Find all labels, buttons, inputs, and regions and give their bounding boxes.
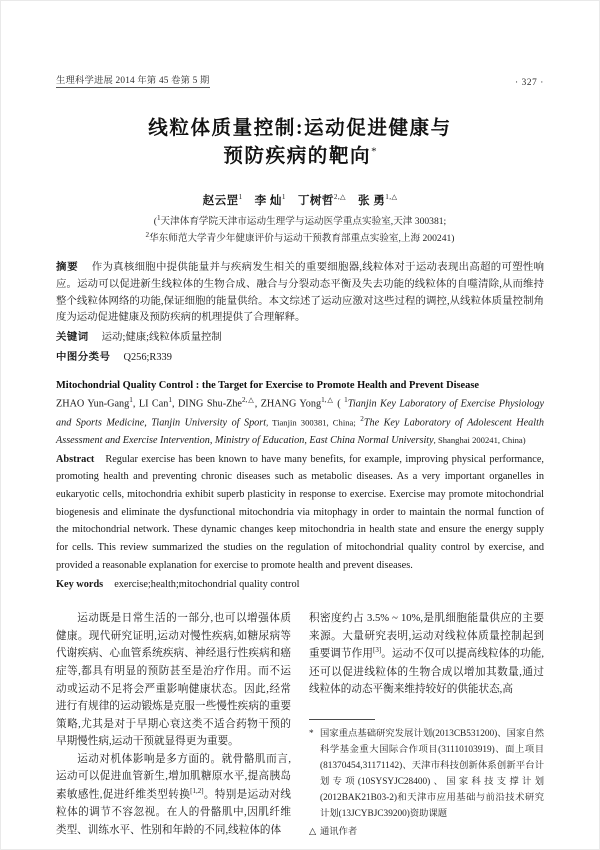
affiliation-en-1-plain: , Tianjin University of Sport xyxy=(144,417,267,429)
affiliation-en-2-plain: , Ministry of Education xyxy=(209,435,305,447)
authors-cn xyxy=(56,192,544,208)
journal-issue-line: 生理科学进展 2014 年第 45 卷第 5 期 xyxy=(56,72,210,88)
clc-value: Q256;R339 xyxy=(123,352,172,364)
keywords-en xyxy=(56,576,544,594)
affiliation-cn-2: $^2$华东师范大学青少年健康评价与运动干预教育部重点实验室,上海 200241) xyxy=(145,231,455,245)
running-head xyxy=(56,72,544,88)
affiliation-cn-1: ($^1$天津体育学院天津市运动生理学与运动医学重点实验室,天津 300381; xyxy=(153,214,447,228)
title-footnote-marker: * xyxy=(371,145,377,158)
body-columns xyxy=(56,610,544,840)
affiliation-en-2-univ: , East China Normal University xyxy=(304,435,434,447)
title-line-1: 线粒体质量控制:运动促进健康与 xyxy=(148,118,452,139)
clc-number xyxy=(56,349,544,367)
title-line-2: 预防疾病的靶向* xyxy=(223,145,377,167)
affiliation-en-2-city: , Shanghai 200241, China) xyxy=(433,435,526,446)
body-column-left xyxy=(56,610,291,840)
abstract-cn-text: 作为真核细胞中提供能量并与疾病发生相关的重要细胞器,线粒体对于运动表现出高超的可塑性响应。运动可以促进新生线粒体的生物合成、融合与分裂动态平衡及失去功能的线粒体的自噬清除,从而维持整个线粒体网络的功能,保证细胞的能量供给。本文综述了运动应激对这些过程的调控,从线粒体质量控制角度为运动促进健康及预防疾病的机理提供了合理解释。 xyxy=(56,261,545,324)
keywords-en-label: Key words xyxy=(56,578,104,590)
footnote-corresponding-text: 通讯作者 xyxy=(320,826,358,837)
abstract-en-label: Abstract xyxy=(56,453,95,465)
body-paragraph-2: 运动对机体影响是多方面的。就骨骼肌而言,运动可以促进血管新生,增加肌糖原水平,提高胰岛素敏感性,促进纤维类型转换[1,2]。特别是运动对线粒体的调节不容忽视。在人的骨骼肌中,因肌纤维类型、训练水平、性别和年龄的不同,线粒体的体 xyxy=(56,753,291,836)
keywords-cn xyxy=(56,329,544,347)
author-3-name: 丁树哲 xyxy=(297,194,334,208)
page-number: · 327 · xyxy=(515,78,544,88)
affiliation-en-2-italic: The Key Laboratory of Adolescent Health Assessment and Exercise Intervention xyxy=(56,417,544,447)
author-4-sup: 1,△ xyxy=(385,193,398,202)
keywords-en-text: exercise;health;mitochondrial quality control xyxy=(114,578,300,590)
affiliations-cn xyxy=(56,213,544,247)
footnote-funding xyxy=(309,727,544,823)
clc-label: 中图分类号 xyxy=(56,352,111,364)
footnote-corresponding-author xyxy=(309,825,544,841)
citation-ref-1: [1,2] xyxy=(190,787,204,796)
abstract-en-text: Regular exercise has been known to have many benefits, for example, improving physical performance, promoting health and preventing chronic diseases such as metabolic diseases. As a very important organelles in eukaryotic cells, mitochondria exhibit superb plasticity in response to exercise. Exercise may promote mitochondrial biogenesis and eliminate the dysfunctional mitochondria via mitophagy in order to maintain the normal function of the mitochondrial network. These dynamic changes keep mitochondria in health state and ensure the energy supply for cells. This review summarized the studies on the regulation of mitochondrial quality control by exercise, and provided a reasonable explanation for exercise to promote health and prevent diseases. xyxy=(56,453,544,571)
footnote-marker-star: * xyxy=(309,728,314,739)
footnotes xyxy=(309,719,544,841)
author-2-name: 李 灿 xyxy=(254,194,282,208)
author-1-name: 赵云罡 xyxy=(202,194,239,208)
body-paragraph-1: 运动既是日常生活的一部分,也可以增强体质健康。现代研究证明,运动对慢性疾病,如糖尿病等代谢疾病、心血管系统疾病、神经退行性疾病和癌症等,都具有明显的预防甚至是治疗作用。而不运动或运动不足将会严重影响健康状态。因此,经常进行有规律的运动锻炼是克服一些慢性疾病的重要策略,尤其是对于早期心衰这类不适合药物干预的早期慢性病,运动干预就显得更为重要。 xyxy=(56,613,291,748)
abstract-cn-label: 摘要 xyxy=(56,261,79,273)
footnote-rule xyxy=(309,719,375,720)
affiliation-en-1-italic: Tianjin Key Laboratory of Exercise Physiology and Sports Medicine xyxy=(56,398,545,429)
author-1-sup: 1 xyxy=(238,193,243,202)
author-4-name: 张 勇 xyxy=(357,194,386,208)
affiliation-en-1-city: , Tianjin 300381, China; xyxy=(266,417,356,428)
footnote-funding-text: 国家重点基础研究发展计划(2013CB531200)、国家自然科学基金重大国际合作项目(31110103919)、面上项目(81370454,31171142)、天津市科技创新体系创新平台计划专项(10SYSYJC28400)、国家科技支撑计划(2012BAK21B03-2)和天津市应用基础与前沿技术研究计划(13JCYBJC39200)资助课题 xyxy=(320,728,544,819)
author-3-sup: 2,△ xyxy=(333,193,346,202)
body-column-right xyxy=(309,610,544,840)
abstract-en xyxy=(56,451,544,575)
keywords-cn-label: 关键词 xyxy=(56,332,89,344)
footnote-marker-triangle: △ xyxy=(309,826,317,837)
abstract-cn xyxy=(56,260,544,327)
citation-ref-2: [3] xyxy=(373,646,382,655)
body-paragraph-3: 积密度约占 3.5% ~ 10%,是肌细胞能量供应的主要来源。大量研究表明,运动对线粒体质量控制起到重要调节作用[3]。运动不仅可以提高线粒体的功能,还可以促进线粒体的生物合成以增加其数量,通过线粒体的动态平衡来维持较好的供能状态,高 xyxy=(309,613,544,696)
page-content xyxy=(56,72,544,841)
article-title-en: Mitochondrial Quality Control : the Target for Exercise to Promote Health and Prevent Disease xyxy=(56,380,479,392)
article-title xyxy=(56,115,544,170)
author-2-sup: 1 xyxy=(281,193,286,202)
authors-en: ZHAO Yun-Gang$^1$, LI Can$^1$, DING Shu-Zhe$^{2,\triangle}$, ZHANG Yong$^{1,\triangle}$ ( $^1$Tianjin Key Laboratory of Exercise Physiology and Sports Medicine, Tianjin University of Sport, Tianjin 300381, China; $^2$The Key Laboratory of Adolescent Health Assessment and Exercise Intervention, Ministry of Education, East China Normal University, Shanghai 200241, China) xyxy=(56,396,545,447)
keywords-cn-text: 运动;健康;线粒体质量控制 xyxy=(101,332,222,344)
